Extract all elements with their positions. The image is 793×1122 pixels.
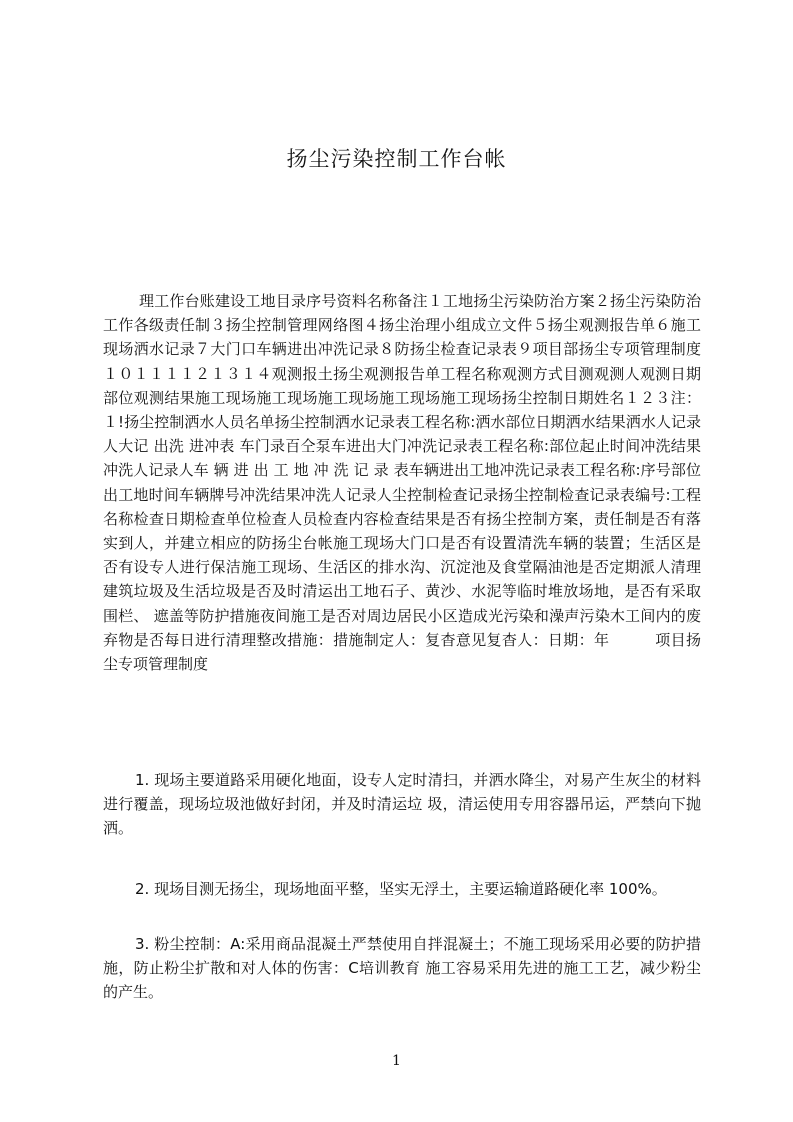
paragraph-ledger-directory: 理工作台账建设工地目录序号资料名称备注１工地扬尘污染防治方案２扬尘污染防治工作各级责任制３扬尘控制管理网络图４扬尘治理小组成立文件５扬尘观测报告单６施工现场洒水记录７大门口车辆进出冲洗记录８防扬尘检查记录表９项目部扬尘专项管理制度１０１１１１２１３１４观测报土扬尘观测报告单工程名称观测方式目测观测人观测日期部位观测结果施工现场施工现场施工现场施工现场施工现场扬尘控制日期姓名１２３注：１!扬尘控制洒水人员名单扬尘控制洒水记录表工程名称:洒水部位日期洒水结果洒水人记录人大记 出洗 进冲表 车门录百仝泵车进出大门冲洗记录表工程名称:部位起止时间冲洗结果冲洗人记录人车 辆 进 出 工 地 冲 洗 记 录 表车辆进出工地冲洗记录表工程名称:序号部位出工地时间车辆牌号冲洗结果冲洗人记录人尘控制检查记录扬尘控制检查记录表编号:工程名称检查日期检查单位检查人员检查内容检查结果是否有扬尘控制方案，责任制是否有落实到人，并建立相应的防扬尘台帐施工现场大门口是否有设置清洗车辆的装置；生活区是否有设专人进行保洁施工现场、生活区的排水沟、沉淀池及食堂隔油池是否定期派人清理建筑垃圾及生活垃圾是否及时清运出工地石子、黄沙、水泥等临时堆放场地，是否有采取围栏、 遮盖等防护措施夜间施工是否对周边居民小区造成光污染和澡声污染木工间内的废弃物是否每日进行清理整改措施：措施制定人：复杳意见复杳人：日期：年 项目扬尘专项管理制度: [103, 292, 701, 674]
paragraph-item-3: 3. 粉尘控制：A:采用商品混凝土严禁使用自拌混凝土；不施工现场采用必要的防护措施，防止粉尘扩散和对人体的伤害：C培训教育 施工容易采用先进的施工工艺，减少粉尘的产生。: [103, 935, 701, 1002]
paragraph-item-1: 1. 现场主要道路采用硬化地面，设专人定时清扫，并洒水降尘，对易产生灰尘的材料进行覆盖，现场垃圾池做好封闭，并及时清运垃 圾，清运使用专用容器吊运，严禁向下抛洒。: [103, 771, 701, 838]
document-title: 扬尘污染控制工作台帐: [286, 147, 507, 171]
paragraph-item-2: 2. 现场目测无扬尘，现场地面平整，坚实无浮土，主要运输道路硬化率 100%。: [135, 880, 667, 898]
page-number: 1: [392, 1053, 401, 1069]
